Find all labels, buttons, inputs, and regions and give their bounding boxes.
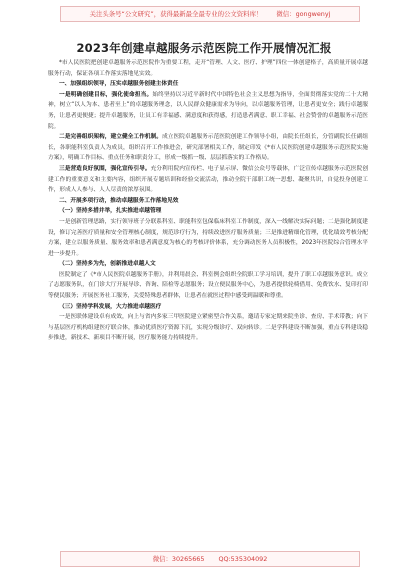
section-heading (48, 196, 368, 207)
contact-qq: QQ:535304092 (218, 555, 268, 563)
body-paragraph (48, 58, 368, 79)
subsection-heading (48, 302, 368, 313)
document-title: 2023年创建卓越服务示范医院工作开展情况汇报 (76, 41, 332, 55)
promo-wechat: 微信：gongwenyj (276, 10, 331, 18)
paragraph-text: 一、加强组织领导，压实卓越服务创建主体责任 (59, 81, 179, 88)
document-body (48, 58, 368, 546)
paragraph-text: 医院制定了《*市人民医院卓越服务手册》，并利用晨会、科室例会组织全院职工学习培训，提升了职工卓越服务意识。成立了志愿服务队，在门诊大厅开展导诊、咨询、陪检等志愿服务；设立便民服务中心，为患者提供轮椅借用、免费饮水、复印打印等便民服务；开展医务社工服务，关爱特殊患者群体，让患者在就医过程中感受到温暖和尊重。 (48, 271, 368, 300)
paragraph-lead: 三是营造良好氛围，强化宣传引导。 (59, 165, 151, 172)
paragraph-text: 二、开展多项行动，推动卓越服务工作落地见效 (59, 197, 179, 204)
paragraph-text: （一）坚持多措并举，扎实推进卓越管理 (59, 208, 162, 215)
body-paragraph (48, 90, 368, 132)
section-heading (48, 79, 368, 90)
paragraph-text: （二）坚持多为先，创新推进卓越人文 (59, 261, 156, 268)
body-paragraph (48, 217, 368, 259)
contact-wechat: 微信：30265665 (152, 555, 205, 563)
paragraph-lead: 一是明确创建目标，强化使命担当。 (59, 91, 153, 98)
body-paragraph (48, 132, 368, 164)
body-paragraph (48, 164, 368, 196)
bottom-contact-banner (60, 551, 360, 567)
subsection-heading (48, 259, 368, 270)
paragraph-text: 成立医院卓越服务示范医院创建工作领导小组，由院长任组长，分管副院长任副组长，各职能科室负责人为成员，组织召开工作推进会，研究部署相关工作，制定印发《*市人民医院创建卓越服务示范医院实施方案》，明确工作目标、重点任务和职责分工，形成一级抓一级、层层抓落实的工作格局。 (48, 134, 368, 162)
paragraph-text: 始终坚持以习近平新时代中国特色社会主义思想为指导，全面贯彻落实党的二十大精神，树立“以人为本、患者至上”的卓越服务理念，以人民群众健康需求为导向，以卓越服务管理，让患者更安全；践行卓越服务，让患者更便捷；提升卓越服务，让员工有幸福感、满意度和获得感，打造患者满意、职工幸福、社会赞誉的卓越服务示范医院。 (48, 91, 368, 130)
promo-text: 关注头条号“公文研究”，获得最新最全最专业的公文资料库！ (89, 10, 263, 18)
paragraph-text: 充分利用院内宣传栏、电子显示屏、微信公众号等载体，广泛宣传卓越服务示范医院创建工作的重要意义和主要内容，组织开展专题培训和经验交流活动，推动全院干部职工统一思想、凝聚共识，自觉投身创建工作，形成人人参与、人人尽责的浓厚氛围。 (48, 165, 368, 194)
paragraph-lead: 二是完善组织架构，建立健全工作机制。 (59, 134, 163, 141)
body-paragraph (48, 312, 368, 344)
paragraph-text: 一是医联体建设卓有成效，向上与省内多家三甲医院建立紧密型合作关系，邀请专家定期来院坐诊、查房、手术带教；向下与基层医疗机构组建医疗联合体，推动优质医疗资源下沉，实现分级诊疗、双向转诊。二是学科建设不断加强，重点专科建设稳步推进，新技术、新项目不断开展，医疗服务能力持续提升。 (48, 314, 368, 342)
top-promo-banner (60, 6, 360, 22)
paragraph-text: *市人民医院把创建卓越服务示范医院作为重要工程，走开“管理、人文、医疗、护理”四位一体创建格子，高质量开展卓越服务行动，保证各项工作落实落地见实效。 (48, 60, 368, 77)
body-paragraph (48, 270, 368, 302)
paragraph-text: 一是创新管理思路，实行领导班子分联系科室、职能科室包保临床科室工作制度，深入一线解决实际问题；二是强化制度建设，修订完善医疗质量和安全管理核心制度，规范诊疗行为，持续改进医疗服务质量；三是推进精细化管理，优化绩效考核分配方案，建立以服务质量、服务效率和患者满意度为核心的考核评价体系，充分调动医务人员积极性，2023年医院综合管理水平进一步提升。 (48, 218, 368, 257)
subsection-heading (48, 206, 368, 217)
paragraph-text: （三）坚持学科发展，大力推进卓越医疗 (59, 303, 162, 310)
